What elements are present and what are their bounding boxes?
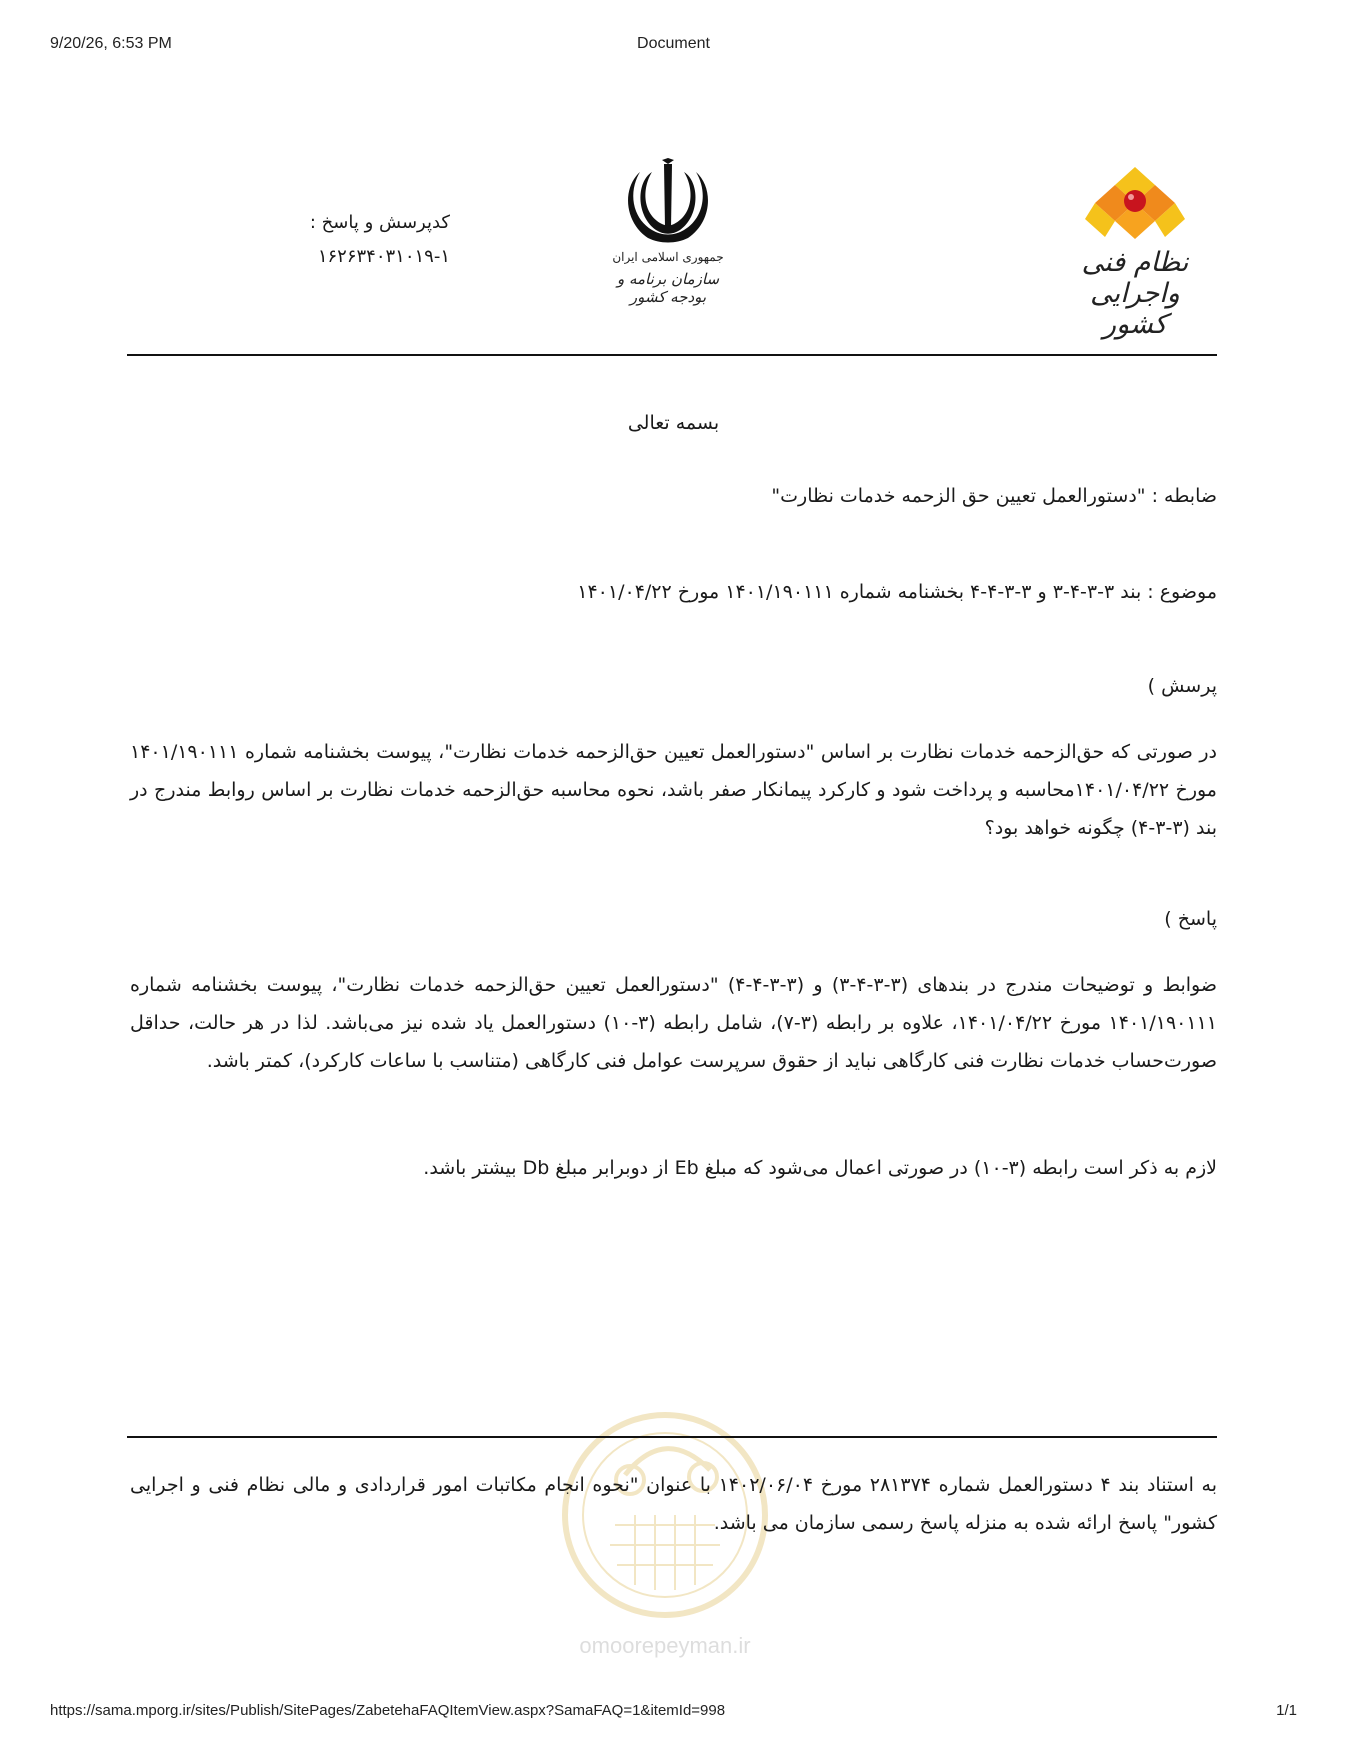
omoorepeyman-watermark xyxy=(545,1395,785,1695)
official-answer-note: به استناد بند ۴ دستورالعمل شماره ۲۸۱۳۷۴ مورخ ۱۴۰۲/۰۶/۰۴ با عنوان "نحوه انجام مکاتبات امور قراردادی و مالی نظام فنی و اجرایی کشور" پاسخ ارائه شده به منزله پاسخ رسمی سازمان می باشد. xyxy=(130,1474,1217,1534)
watermark-site-text: omoorepeyman.ir xyxy=(579,1633,751,1658)
print-document-title: Document xyxy=(637,35,710,52)
nezam-logo-icon xyxy=(1060,165,1210,245)
subject-line: موضوع : بند ۳-۳-۴-۳ و ۳-۳-۴-۴ بخشنامه شماره ۱۴۰۱/۱۹۰۱۱۱ مورخ ۱۴۰۱/۰۴/۲۲ xyxy=(577,581,1217,603)
iran-emblem-icon xyxy=(608,158,728,258)
question-text: در صورتی که حق‌الزحمه خدمات نظارت بر اساس "دستورالعمل تعیین حق‌الزحمه خدمات نظارت"، پیوست بخشنامه شماره ۱۴۰۱/۱۹۰۱۱۱ مورخ ۱۴۰۱/۰۴/۲۲محاسبه و پرداخت شود و کارکرد پیمانکار صفر باشد، نحوه محاسبه حق‌الزحمه خدمات نظارت بر اساس روابط مندرج در بند (۳-۳-۴) چگونه خواهد بود؟ xyxy=(130,741,1217,839)
print-datetime: 9/20/26, 6:53 PM xyxy=(50,35,172,52)
question-title: پرسش ) xyxy=(1147,675,1217,697)
emblem-text-republic: جمهوری اسلامی ایران xyxy=(612,250,724,264)
answer-title: پاسخ ) xyxy=(1164,908,1217,930)
emblem-text-organization: سازمان برنامه و بودجه کشور xyxy=(616,270,720,306)
header-divider xyxy=(127,354,1217,356)
note-text: لازم به ذکر است رابطه (۳-۱۰) در صورتی اعمال می‌شود که مبلغ Eb از دوبرابر مبلغ Db بیشتر باشد. xyxy=(423,1157,1217,1179)
print-page-number: 1/1 xyxy=(1276,1702,1297,1719)
iran-emblem-logo xyxy=(608,158,728,308)
nezam-logo-text: نظام فنی واجرایی کشور xyxy=(1081,247,1189,340)
faq-code-block xyxy=(255,206,450,274)
faq-code-value: ۱۶۲۶۳۴۰۳۱۰۱۹-۱ xyxy=(317,246,450,267)
answer-text: ضوابط و توضیحات مندرج در بندهای (۳-۳-۴-۳) و (۳-۳-۴-۴) "دستورالعمل تعیین حق‌الزحمه خدمات نظارت"، پیوست بخشنامه شماره ۱۴۰۱/۱۹۰۱۱۱ مورخ ۱۴۰۱/۰۴/۲۲، علاوه بر رابطه (۳-۷)، شامل رابطه (۳-۱۰) دستورالعمل یاد شده نیز می‌باشد. لذا در هر حالت، حداقل صورت‌حساب خدمات نظارت فنی کارگاهی نباید از حقوق سرپرست عوامل فنی کارگاهی (متناسب با ساعات کارکرد)، کمتر باشد. xyxy=(130,974,1217,1072)
nezam-fanni-logo xyxy=(1060,165,1215,340)
faq-code-label: کدپرسش و پاسخ : xyxy=(309,212,450,233)
besmeh-heading: بسمه تعالی xyxy=(627,412,720,434)
zabeteh-line: ضابطه : "دستورالعمل تعیین حق الزحمه خدمات نظارت" xyxy=(771,485,1217,507)
footer-divider xyxy=(127,1436,1217,1438)
print-url: https://sama.mporg.ir/sites/Publish/SitePages/ZabetehaFAQItemView.aspx?SamaFAQ=1&itemId=998 xyxy=(50,1702,726,1719)
